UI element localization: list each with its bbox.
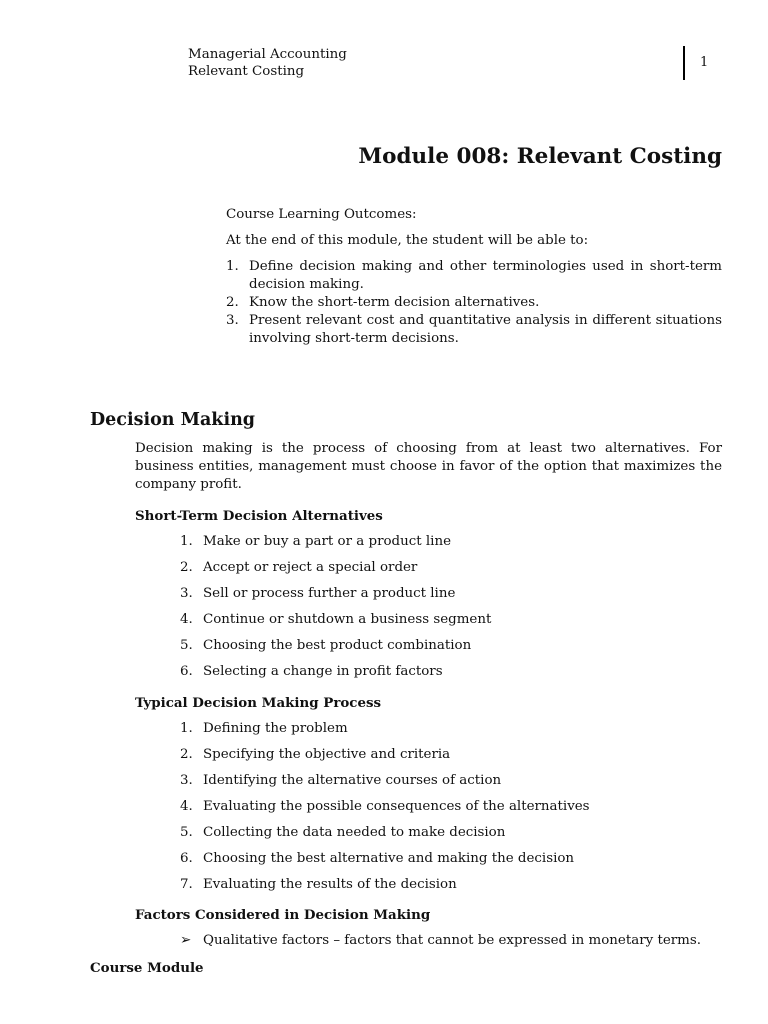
item-number: 5. xyxy=(180,825,193,840)
item-number: 1. xyxy=(180,721,193,736)
item-number: 2. xyxy=(180,560,193,575)
outcome-text: Know the short-term decision alternatives. xyxy=(249,295,540,310)
item-number: 5. xyxy=(180,638,193,653)
item-text: Make or buy a part or a product line xyxy=(203,534,452,549)
item-text: Evaluating the results of the decision xyxy=(203,877,457,892)
page-number: 1 xyxy=(700,55,709,70)
alternative-item xyxy=(180,560,417,575)
item-number: 3. xyxy=(180,586,193,601)
item-text: Identifying the alternative courses of action xyxy=(203,773,502,788)
item-text: Specifying the objective and criteria xyxy=(203,747,451,762)
item-number: 3. xyxy=(180,773,193,788)
outcomes-heading: Course Learning Outcomes: xyxy=(226,207,417,222)
item-number: 4. xyxy=(180,612,193,627)
outcome-number: 3. xyxy=(226,313,239,328)
alternative-item xyxy=(180,586,455,601)
item-number: 4. xyxy=(180,799,193,814)
item-text: Qualitative factors – factors that cannot be expressed in monetary terms. xyxy=(203,933,701,948)
alternative-item xyxy=(180,638,471,653)
process-heading: Typical Decision Making Process xyxy=(135,695,382,711)
item-text: Choosing the best product combination xyxy=(203,638,472,653)
process-item xyxy=(180,877,457,892)
process-item xyxy=(180,851,574,866)
item-text: Choosing the best alternative and making the decision xyxy=(203,851,575,866)
item-number: 2. xyxy=(180,747,193,762)
header-topic: Relevant Costing xyxy=(188,64,305,79)
item-number: 1. xyxy=(180,534,193,549)
item-text: Selecting a change in profit factors xyxy=(203,664,443,679)
outcome-item xyxy=(226,258,722,294)
item-number: 6. xyxy=(180,664,193,679)
factor-item xyxy=(180,933,701,948)
running-header xyxy=(188,46,347,80)
item-text: Collecting the data needed to make decision xyxy=(203,825,506,840)
outcomes-list xyxy=(226,258,722,348)
section-heading: Decision Making xyxy=(90,410,256,430)
process-item xyxy=(180,721,348,736)
page-footer: Course Module xyxy=(90,960,204,976)
alternative-item xyxy=(180,534,451,549)
process-item xyxy=(180,799,590,814)
alternatives-heading: Short-Term Decision Alternatives xyxy=(135,508,383,524)
process-item xyxy=(180,825,505,840)
item-text: Defining the problem xyxy=(203,721,348,736)
section-paragraph: Decision making is the process of choosing from at least two alternatives. For business entities, management must choose in favor of the option that maximizes the company profit. xyxy=(135,441,722,492)
outcome-item xyxy=(226,294,722,312)
alternative-item xyxy=(180,612,491,627)
header-divider xyxy=(683,46,685,80)
item-text: Accept or reject a special order xyxy=(203,560,418,575)
item-number: 6. xyxy=(180,851,193,866)
process-item xyxy=(180,773,501,788)
item-number: 7. xyxy=(180,877,193,892)
outcome-text: Present relevant cost and quantitative analysis in different situations involving short-term decisions. xyxy=(249,313,722,346)
alternative-item xyxy=(180,664,443,679)
outcome-text: Define decision making and other terminologies used in short-term decision making. xyxy=(249,259,722,292)
outcome-number: 2. xyxy=(226,295,239,310)
item-text: Evaluating the possible consequences of the alternatives xyxy=(203,799,590,814)
outcome-number: 1. xyxy=(226,259,239,274)
arrow-bullet-icon: ➢ xyxy=(180,933,192,948)
page-title: Module 008: Relevant Costing xyxy=(358,144,722,169)
process-item xyxy=(180,747,450,762)
outcomes-intro: At the end of this module, the student will be able to: xyxy=(226,233,589,248)
item-text: Continue or shutdown a business segment xyxy=(203,612,492,627)
factors-heading: Factors Considered in Decision Making xyxy=(135,907,431,923)
item-text: Sell or process further a product line xyxy=(203,586,456,601)
outcome-item xyxy=(226,312,722,348)
header-course: Managerial Accounting xyxy=(188,47,347,62)
